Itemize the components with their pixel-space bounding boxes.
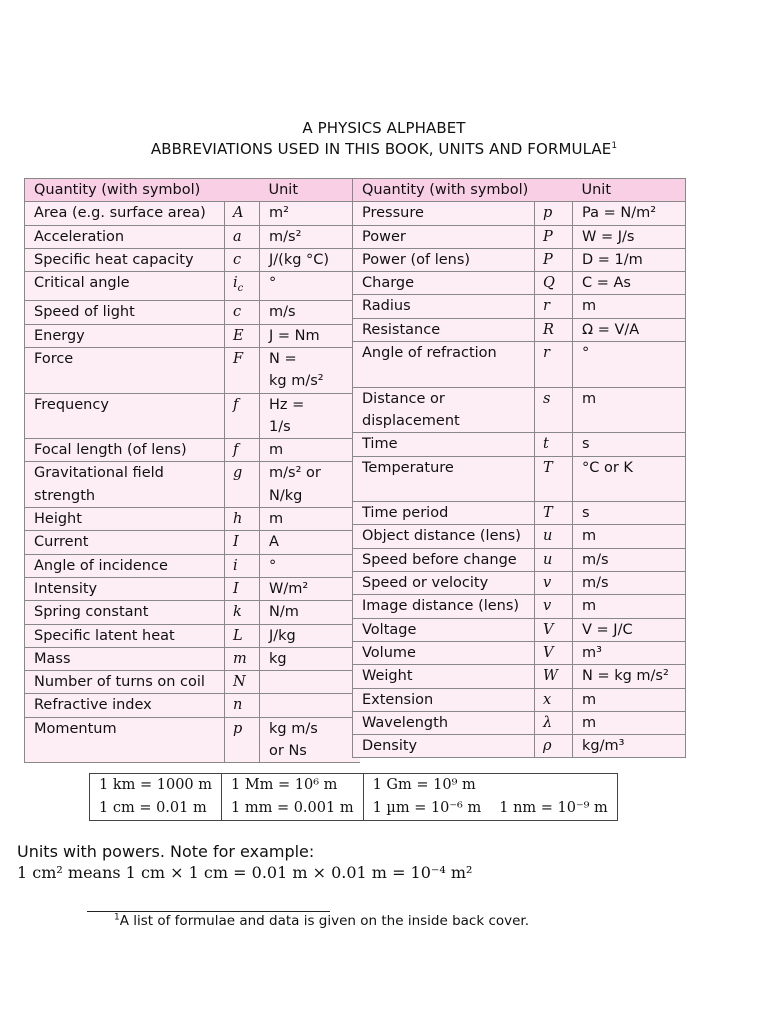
footnote-rule bbox=[87, 911, 330, 912]
quantity-cell: Momentum bbox=[25, 717, 225, 740]
quantity-cell: Power bbox=[353, 225, 535, 248]
symbol-cell bbox=[535, 479, 573, 502]
unit-cell bbox=[573, 364, 686, 387]
quantity-cell: Mass bbox=[25, 647, 225, 670]
table-row bbox=[353, 342, 686, 365]
symbol-cell: x bbox=[535, 688, 573, 711]
table-row bbox=[353, 410, 686, 433]
symbol-cell: R bbox=[535, 318, 573, 341]
quantity-cell: Critical angle bbox=[25, 272, 225, 301]
unit-cell: kg/m³ bbox=[573, 735, 686, 758]
quantity-table-left bbox=[24, 178, 360, 763]
header-unit: Unit bbox=[260, 179, 360, 202]
footnote bbox=[114, 913, 529, 929]
quantity-cell: Specific latent heat bbox=[25, 624, 225, 647]
symbol-cell: P bbox=[535, 225, 573, 248]
quantity-cell bbox=[25, 740, 225, 763]
unit-cell: m bbox=[260, 508, 360, 531]
unit-cell: or Ns bbox=[260, 740, 360, 763]
table-row bbox=[25, 671, 360, 694]
unit-cell: N = kg m/s² bbox=[573, 665, 686, 688]
unit-mm-mega: 1 Mm = 10⁶ m bbox=[222, 774, 364, 798]
table-row bbox=[353, 502, 686, 525]
quantity-cell: Angle of incidence bbox=[25, 554, 225, 577]
quantity-cell: Speed before change bbox=[353, 548, 535, 571]
table-row bbox=[25, 462, 360, 485]
quantity-cell: Area (e.g. surface area) bbox=[25, 202, 225, 225]
symbol-cell bbox=[225, 740, 260, 763]
quantity-cell: Acceleration bbox=[25, 225, 225, 248]
unit-cell: s bbox=[573, 433, 686, 456]
symbol-cell: r bbox=[535, 295, 573, 318]
symbol-cell: ρ bbox=[535, 735, 573, 758]
symbol-cell: E bbox=[225, 324, 260, 347]
unit-cell: A bbox=[260, 531, 360, 554]
symbol-cell: $i_c$ bbox=[225, 272, 260, 301]
symbol-cell: T bbox=[535, 502, 573, 525]
symbol-cell: f bbox=[225, 439, 260, 462]
unit-cell: kg m/s² bbox=[260, 370, 360, 393]
table-row bbox=[25, 531, 360, 554]
table-row bbox=[353, 295, 686, 318]
table-row bbox=[353, 735, 686, 758]
title-footnote-mark: 1 bbox=[611, 141, 618, 151]
table-row bbox=[353, 711, 686, 734]
table-row bbox=[353, 688, 686, 711]
title-line-1: A PHYSICS ALPHABET bbox=[302, 119, 466, 137]
unit-cell: W = J/s bbox=[573, 225, 686, 248]
symbol-cell: k bbox=[225, 601, 260, 624]
unit-um: 1 µm = 10⁻⁶ m bbox=[363, 797, 490, 821]
table-row bbox=[25, 324, 360, 347]
symbol-cell: n bbox=[225, 694, 260, 717]
table-row bbox=[25, 717, 360, 740]
table-row bbox=[353, 318, 686, 341]
table-row bbox=[25, 624, 360, 647]
unit-cell: °C or K bbox=[573, 456, 686, 479]
unit-gm: 1 Gm = 10⁹ m bbox=[363, 774, 490, 798]
unit-cell: ° bbox=[260, 272, 360, 301]
table-row bbox=[353, 525, 686, 548]
symbol-cell: h bbox=[225, 508, 260, 531]
table-row bbox=[25, 393, 360, 416]
symbol-cell: I bbox=[225, 577, 260, 600]
title-line-2: ABBREVIATIONS USED IN THIS BOOK, UNITS AND FORMULAE bbox=[150, 140, 612, 158]
table-row bbox=[25, 272, 360, 301]
quantity-cell bbox=[353, 479, 535, 502]
symbol-cell: Q bbox=[535, 272, 573, 295]
header-quantity: Quantity (with symbol) bbox=[25, 179, 225, 202]
table-row bbox=[25, 439, 360, 462]
table-row bbox=[25, 202, 360, 225]
symbol-cell bbox=[535, 410, 573, 433]
symbol-cell: L bbox=[225, 624, 260, 647]
table-row bbox=[25, 485, 360, 508]
unit-cell: m/s bbox=[573, 572, 686, 595]
symbol-cell: N bbox=[225, 671, 260, 694]
symbol-cell: f bbox=[225, 393, 260, 416]
quantity-cell: Pressure bbox=[353, 202, 535, 225]
unit-cell: Pa = N/m² bbox=[573, 202, 686, 225]
quantity-cell: Image distance (lens) bbox=[353, 595, 535, 618]
quantity-cell: Volume bbox=[353, 641, 535, 664]
table-row bbox=[25, 577, 360, 600]
quantity-cell: Charge bbox=[353, 272, 535, 295]
table-row bbox=[353, 202, 686, 225]
unit-nm: 1 nm = 10⁻⁹ m bbox=[499, 800, 608, 816]
table-row bbox=[25, 347, 360, 370]
header-symbol bbox=[535, 179, 573, 202]
unit-cell: N/kg bbox=[260, 485, 360, 508]
unit-cell bbox=[573, 410, 686, 433]
quantity-cell: Frequency bbox=[25, 393, 225, 416]
symbol-cell: g bbox=[225, 462, 260, 485]
quantity-cell bbox=[25, 370, 225, 393]
unit-cell: m/s bbox=[260, 301, 360, 324]
symbol-cell: P bbox=[535, 248, 573, 271]
unit-cell: m² bbox=[260, 202, 360, 225]
unit-cell: m bbox=[260, 439, 360, 462]
table-row bbox=[353, 456, 686, 479]
unit-cell: 1/s bbox=[260, 416, 360, 439]
quantity-cell: Speed or velocity bbox=[353, 572, 535, 595]
symbol-cell: t bbox=[535, 433, 573, 456]
header-symbol bbox=[225, 179, 260, 202]
symbol-cell: c bbox=[225, 301, 260, 324]
table-row bbox=[353, 387, 686, 410]
quantity-cell: Energy bbox=[25, 324, 225, 347]
symbol-cell: p bbox=[225, 717, 260, 740]
unit-cell: N = bbox=[260, 347, 360, 370]
unit-cell bbox=[260, 671, 360, 694]
table-row bbox=[25, 601, 360, 624]
symbol-cell: T bbox=[535, 456, 573, 479]
table-row bbox=[353, 572, 686, 595]
quantity-cell: Voltage bbox=[353, 618, 535, 641]
unit-cell: D = 1/m bbox=[573, 248, 686, 271]
quantity-cell: Time period bbox=[353, 502, 535, 525]
unit-cell: s bbox=[573, 502, 686, 525]
unit-cell: ° bbox=[573, 342, 686, 365]
unit-cell: N/m bbox=[260, 601, 360, 624]
symbol-cell: r bbox=[535, 342, 573, 365]
symbol-cell: v bbox=[535, 572, 573, 595]
quantity-cell: Gravitational field bbox=[25, 462, 225, 485]
quantity-cell: Weight bbox=[353, 665, 535, 688]
unit-cell: m bbox=[573, 387, 686, 410]
unit-cell: m/s bbox=[573, 548, 686, 571]
symbol-cell: i bbox=[225, 554, 260, 577]
table-row bbox=[353, 364, 686, 387]
table-row bbox=[353, 248, 686, 271]
unit-cell: m/s² bbox=[260, 225, 360, 248]
quantity-cell: Wavelength bbox=[353, 711, 535, 734]
table-row bbox=[353, 618, 686, 641]
quantity-cell: Distance or bbox=[353, 387, 535, 410]
quantity-cell: Angle of refraction bbox=[353, 342, 535, 365]
symbol-cell bbox=[535, 364, 573, 387]
unit-cell: Hz = bbox=[260, 393, 360, 416]
table-row bbox=[353, 665, 686, 688]
quantity-cell: Time bbox=[353, 433, 535, 456]
symbol-cell: V bbox=[535, 618, 573, 641]
symbol-cell bbox=[225, 485, 260, 508]
table-row bbox=[25, 248, 360, 271]
symbol-cell bbox=[225, 370, 260, 393]
unit-cell: Ω = V/A bbox=[573, 318, 686, 341]
symbol-cell: V bbox=[535, 641, 573, 664]
quantity-cell: Speed of light bbox=[25, 301, 225, 324]
unit-cell: W/m² bbox=[260, 577, 360, 600]
quantity-cell: Intensity bbox=[25, 577, 225, 600]
unit-mm-milli: 1 mm = 0.001 m bbox=[222, 797, 364, 821]
header-unit: Unit bbox=[573, 179, 686, 202]
symbol-cell: F bbox=[225, 347, 260, 370]
unit-cell: C = As bbox=[573, 272, 686, 295]
table-row bbox=[25, 554, 360, 577]
quantity-cell bbox=[25, 416, 225, 439]
unit-cell: m bbox=[573, 688, 686, 711]
quantity-cell bbox=[353, 364, 535, 387]
unit-cell: V = J/C bbox=[573, 618, 686, 641]
table-row bbox=[25, 694, 360, 717]
table-row bbox=[353, 225, 686, 248]
unit-cell: m bbox=[573, 711, 686, 734]
header-quantity: Quantity (with symbol) bbox=[353, 179, 535, 202]
footnote-mark: 1 bbox=[114, 912, 120, 923]
unit-prefix-box bbox=[89, 773, 618, 821]
quantity-cell: Focal length (of lens) bbox=[25, 439, 225, 462]
quantity-cell: displacement bbox=[353, 410, 535, 433]
footnote-text: A list of formulae and data is given on the inside back cover. bbox=[119, 913, 530, 929]
table-row bbox=[353, 595, 686, 618]
quantity-cell: strength bbox=[25, 485, 225, 508]
unit-cell: kg m/s bbox=[260, 717, 360, 740]
quantity-table-right bbox=[352, 178, 686, 758]
table-row bbox=[353, 433, 686, 456]
unit-cell: m bbox=[573, 295, 686, 318]
unit-cm: 1 cm = 0.01 m bbox=[99, 800, 207, 816]
note-heading: Units with powers. Note for example: bbox=[17, 842, 315, 861]
unit-cell: J = Nm bbox=[260, 324, 360, 347]
quantity-cell: Object distance (lens) bbox=[353, 525, 535, 548]
symbol-cell: c bbox=[225, 248, 260, 271]
symbol-cell: p bbox=[535, 202, 573, 225]
table-row bbox=[353, 272, 686, 295]
table-row bbox=[25, 508, 360, 531]
unit-cell bbox=[573, 479, 686, 502]
quantity-cell: Temperature bbox=[353, 456, 535, 479]
page-subtitle bbox=[0, 140, 768, 158]
quantity-cell: Extension bbox=[353, 688, 535, 711]
table-row bbox=[25, 301, 360, 324]
unit-cell: m bbox=[573, 525, 686, 548]
unit-cell bbox=[260, 694, 360, 717]
symbol-cell: a bbox=[225, 225, 260, 248]
quantity-cell: Density bbox=[353, 735, 535, 758]
quantity-cell: Current bbox=[25, 531, 225, 554]
quantity-cell: Height bbox=[25, 508, 225, 531]
table-row bbox=[25, 647, 360, 670]
table-row bbox=[25, 370, 360, 393]
quantity-cell: Spring constant bbox=[25, 601, 225, 624]
page-title bbox=[0, 119, 768, 137]
table-row bbox=[25, 740, 360, 763]
table-row bbox=[25, 416, 360, 439]
note-example: 1 cm² means 1 cm × 1 cm = 0.01 m × 0.01 m = 10⁻⁴ m² bbox=[17, 863, 473, 882]
symbol-cell: v bbox=[535, 595, 573, 618]
symbol-cell: u bbox=[535, 525, 573, 548]
unit-cell: m/s² or bbox=[260, 462, 360, 485]
quantity-cell: Number of turns on coil bbox=[25, 671, 225, 694]
unit-empty bbox=[490, 774, 617, 798]
symbol-cell bbox=[225, 416, 260, 439]
quantity-cell: Force bbox=[25, 347, 225, 370]
quantity-cell: Refractive index bbox=[25, 694, 225, 717]
quantity-cell: Resistance bbox=[353, 318, 535, 341]
quantity-cell: Radius bbox=[353, 295, 535, 318]
unit-cell: m bbox=[573, 595, 686, 618]
quantity-cell: Specific heat capacity bbox=[25, 248, 225, 271]
table-row bbox=[353, 641, 686, 664]
table-row bbox=[353, 479, 686, 502]
unit-km: 1 km = 1000 m bbox=[99, 777, 212, 793]
symbol-cell: A bbox=[225, 202, 260, 225]
unit-cell: m³ bbox=[573, 641, 686, 664]
unit-cell: ° bbox=[260, 554, 360, 577]
unit-cell: kg bbox=[260, 647, 360, 670]
symbol-cell: λ bbox=[535, 711, 573, 734]
symbol-cell: m bbox=[225, 647, 260, 670]
table-row bbox=[353, 548, 686, 571]
symbol-cell: s bbox=[535, 387, 573, 410]
table-row bbox=[25, 225, 360, 248]
symbol-cell: W bbox=[535, 665, 573, 688]
symbol-cell: u bbox=[535, 548, 573, 571]
unit-cell: J/(kg °C) bbox=[260, 248, 360, 271]
quantity-cell: Power (of lens) bbox=[353, 248, 535, 271]
symbol-cell: I bbox=[225, 531, 260, 554]
unit-cell: J/kg bbox=[260, 624, 360, 647]
